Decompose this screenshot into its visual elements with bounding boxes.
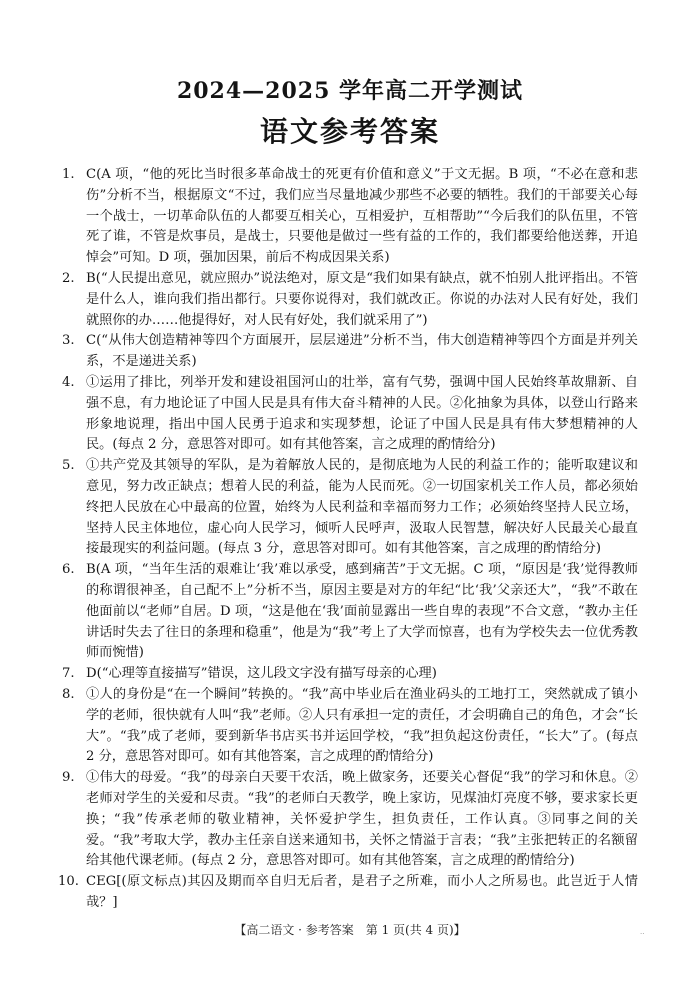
- exam-year-title: 2024—2025 学年高二开学测试: [176, 78, 524, 104]
- answer-item-1: [62, 165, 638, 269]
- answer-item-7: [62, 664, 638, 685]
- answer-number: 5.: [62, 458, 75, 474]
- answer-item-8: [62, 685, 638, 768]
- answer-number: 8.: [62, 686, 75, 702]
- answer-number: 4.: [62, 374, 75, 390]
- answer-text: ①共产党及其领导的军队，是为着解放人民的，是彻底地为人民的利益工作的；能听取建议和意见，努力改正缺点；想着人民的利益，能为人民而死。②一切国家机关工作人员，都必须始终把人民放在心中最高的位置，始终为人民利益和幸福而努力工作；必须始终坚持人民立场，坚持人民主体地位，虚心向人民学习，倾听人民呼声，汲取人民智慧，解决好人民最关心最直接最现实的利益问题。(每点 3 分，意思答对即可。如有其他答案，言之成理的酌情给分): [86, 458, 638, 557]
- answer-number: 3.: [62, 333, 75, 349]
- answer-text: ①运用了排比，列举开发和建设祖国河山的壮举，富有气势，强调中国人民始终革故鼎新、自强不息，有力地论证了中国人民是具有伟大奋斗精神的人民。②化抽象为具体，以登山行路来形象地说理，指出中国人民勇于追求和实现梦想，论证了中国人民是具有伟大梦想精神的人民。(每点 2 分，意思答对即可。如有其他答案，言之成理的酌情给分): [86, 374, 638, 453]
- answer-number: 2.: [62, 270, 75, 286]
- answer-number: 7.: [62, 666, 75, 682]
- answer-key-title: 语文参考答案: [259, 115, 440, 148]
- answer-item-6: [62, 560, 638, 664]
- answer-number: 10.: [58, 874, 79, 890]
- answer-item-10: [58, 872, 638, 914]
- answer-item-9: [62, 768, 638, 872]
- corner-mark: ..: [640, 928, 645, 936]
- answer-text: C(“从伟大创造精神等四个方面展开，层层递进”分析不当，伟大创造精神等四个方面是并列关系，不是递进关系): [86, 333, 638, 370]
- page-footer: 【高二语文 · 参考答案 第 1 页(共 4 页)】: [234, 923, 466, 937]
- answer-item-3: [62, 331, 638, 373]
- answer-text: B(“人民提出意见，就应照办”说法绝对，原文是“我们如果有缺点，就不怕别人批评指出。不管是什么人，谁向我们指出都行。只要你说得对，我们就改正。你说的办法对人民有好处，我们就照你的办……他提得好，对人民有好处，我们就采用了”): [86, 270, 638, 328]
- answer-list: [58, 165, 638, 914]
- answer-item-2: [62, 269, 638, 331]
- answer-item-5: [62, 456, 638, 560]
- answer-text: ①伟大的母爱。“我”的母亲白天要干农活，晚上做家务，还要关心督促“我”的学习和休息。②老师对学生的关爱和尽责。“我”的老师白天教学，晚上家访，见煤油灯亮度不够，要求家长更换；“我”传承老师的敬业精神，关怀爱护学生，担负责任，工作认真。③同事之间的关爱。“我”考取大学，教办主任亲自送来通知书，关怀之情溢于言表；“我”主张把转正的名额留给其他代课老师。(每点 2 分，意思答对即可。如有其他答案，言之成理的酌情给分): [86, 770, 638, 869]
- answer-text: B(A 项，“当年生活的艰难让‘我’难以承受，感到痛苦”于文无据。C 项，“原因是‘我’觉得教师的称谓很神圣，自己配不上”分析不当，原因主要是对方的年纪“比‘我’父亲还大”，“我”不敢在他面前以“老师”自居。D 项，“这是他在‘我’面前显露出一些自卑的表现”不合文意，“教办主任讲话时失去了往日的条理和稳重”，他是为“我”考上了大学而惊喜，也有为学校失去一位优秀教师而惋惜): [86, 562, 638, 661]
- answer-number: 1.: [62, 167, 75, 182]
- answer-number: 9.: [62, 770, 75, 786]
- answer-text: D(“心理等直接描写”错误，这儿段文字没有描写母亲的心理): [86, 666, 437, 682]
- answer-text: CEG[(原文标点)其囚及期而卒自归无后者，是君子之所难，而小人之所易也。此岂近于人情哉？]: [86, 874, 638, 910]
- answer-text: ①人的身份是“在一个瞬间”转换的。“我”高中毕业后在渔业码头的工地打工，突然就成了镇小学的老师，很快就有人叫“我”老师。②人只有承担一定的责任，才会明确自己的角色，才会“长大”。“我”成了老师，要到新华书店买书并运回学校，“我”担负起这份责任，“长大”了。(每点 2 分，意思答对即可。如有其他答案，言之成理的酌情给分): [86, 686, 638, 765]
- answer-item-4: [62, 373, 638, 456]
- answer-number: 6.: [62, 562, 75, 578]
- answer-text: C(A 项，“他的死比当时很多革命战士的死更有价值和意义”于文无据。B 项，“不必在意和悲伤”分析不当，根据原文“不过，我们应当尽量地减少那些不必要的牺牲。我们的干部要关心每一个战士，一切革命队伍的人都要互相关心，互相爱护，互相帮助”“今后我们的队伍里，不管死了谁，不管是炊事员，是战士，只要他是做过一些有益的工作的，我们都要给他送葬，开追悼会”可知。D 项，强加因果，前后不构成因果关系): [86, 167, 638, 266]
